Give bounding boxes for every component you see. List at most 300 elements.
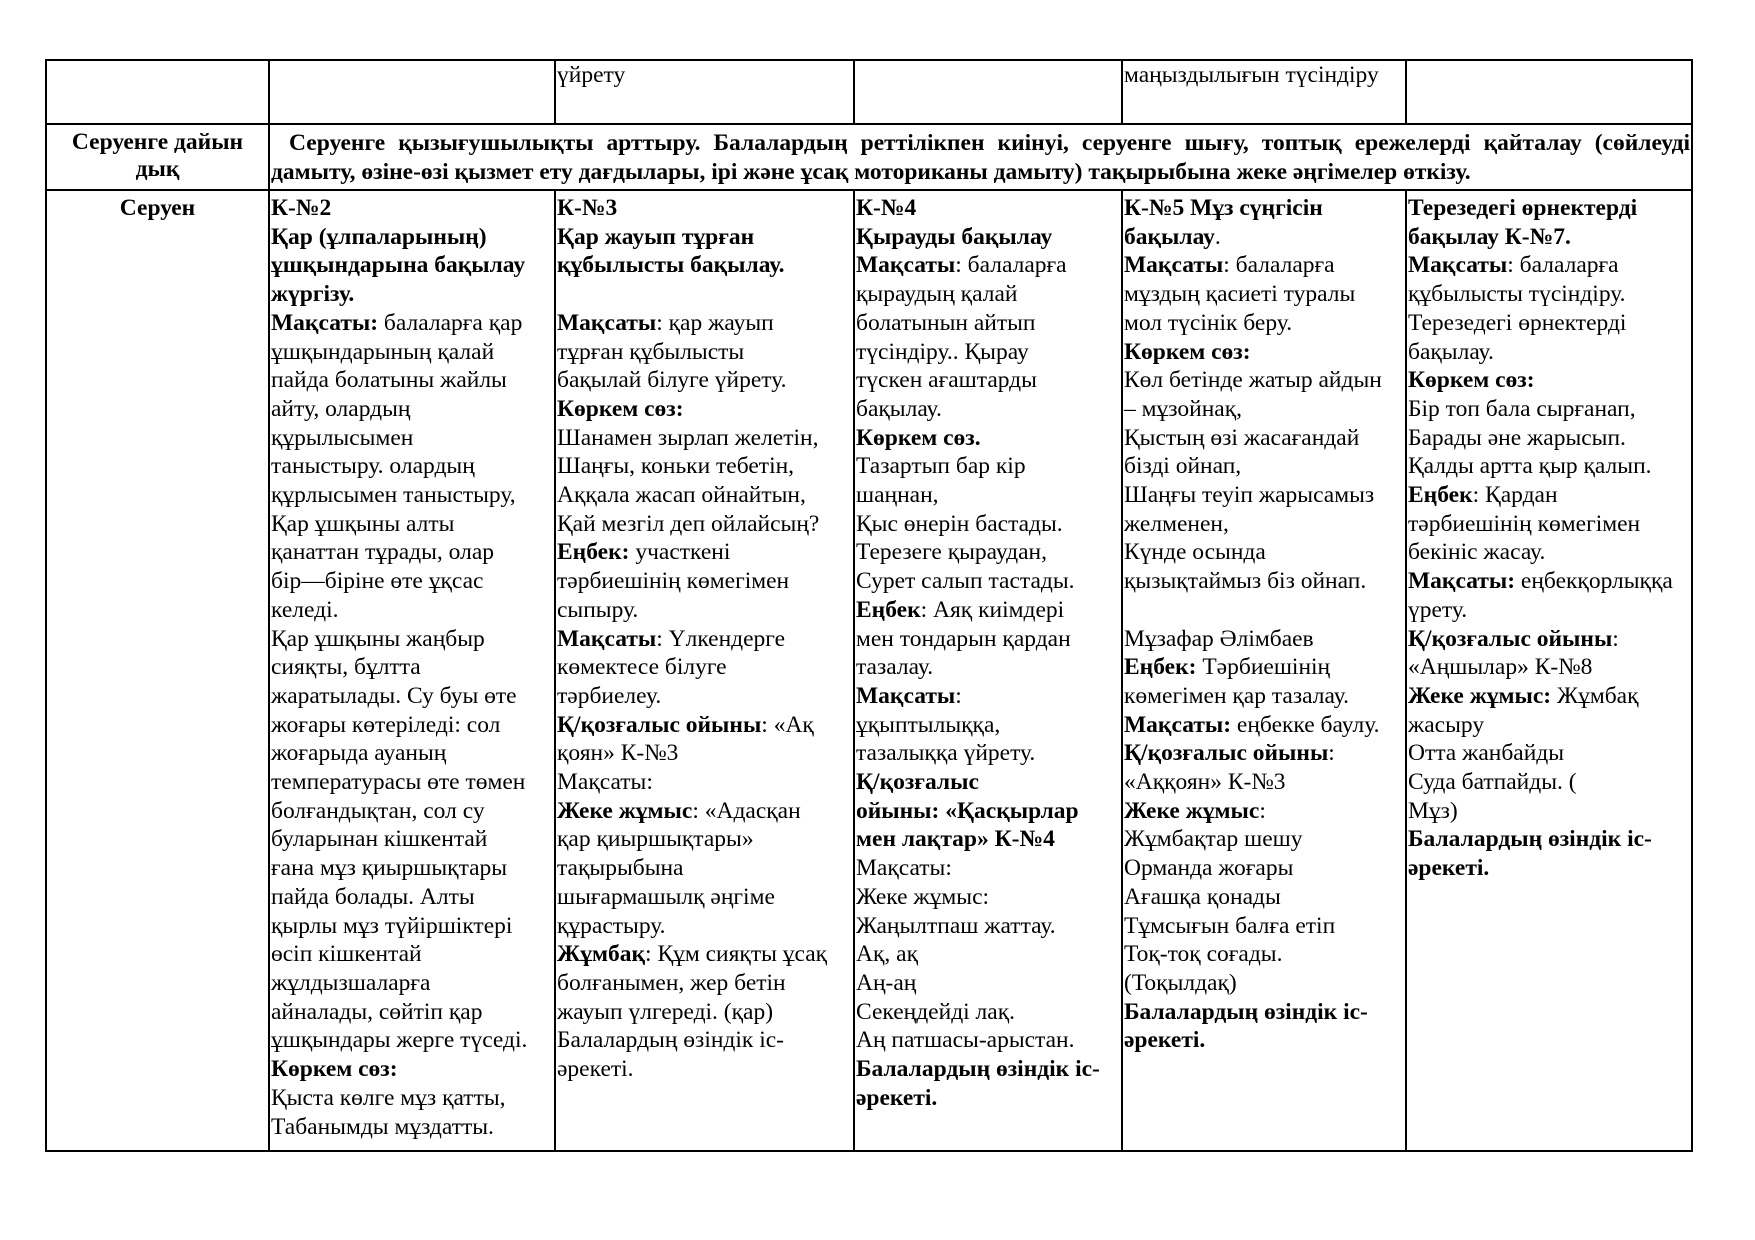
cell-line	[271, 711, 553, 740]
cell-line	[557, 940, 852, 969]
text: Қыстың өзі жасағандай	[1124, 424, 1360, 451]
bold-text: құбылысты бақылау.	[557, 252, 785, 279]
table-row	[46, 124, 1692, 190]
cell-line	[856, 912, 1120, 941]
cell-line	[1124, 1026, 1404, 1055]
bold-text: Мақсаты	[856, 252, 956, 279]
text: Мақсаты:	[856, 855, 952, 882]
text: түскен ағаштарды	[856, 367, 1037, 394]
bold-text: К-№3	[557, 195, 618, 221]
bold-text: Көркем сөз:	[1408, 367, 1535, 394]
text: шығармашылқ әңгіме	[557, 883, 775, 910]
text: пайда болатыны жайлы	[271, 367, 507, 394]
cell-line	[856, 768, 1120, 797]
cell-line	[557, 711, 852, 740]
cell-line	[271, 825, 553, 854]
text: құбылысты түсіндіру.	[1408, 281, 1626, 308]
text: Мұзафар Әлімбаев	[1124, 625, 1314, 652]
text: тақырыбына	[557, 855, 684, 882]
text: : Үлкендерге	[656, 625, 786, 652]
text: – мұзойнақ,	[1124, 395, 1243, 422]
text: : Құм сияқты ұсақ	[645, 941, 828, 968]
table-cell	[854, 60, 1122, 124]
text: : «Адасқан	[692, 797, 801, 824]
cell-line	[271, 424, 553, 453]
cell-line	[1124, 768, 1404, 797]
bold-text: Мақсаты	[557, 625, 657, 652]
cell-line	[1124, 739, 1404, 768]
text: Секеңдейді лақ.	[856, 998, 1016, 1025]
cell-line	[271, 596, 553, 625]
cell-line	[1124, 711, 1404, 740]
text: сыпыру.	[557, 596, 639, 623]
cell-line	[271, 1113, 553, 1142]
cell-line	[1124, 969, 1404, 998]
text: Аң-аң	[856, 969, 917, 996]
text: сияқты, бұлтта	[271, 654, 421, 681]
text: үрету.	[1408, 596, 1468, 623]
cell-line	[856, 481, 1120, 510]
cell-line	[557, 481, 852, 510]
text: қанаттан тұрады, олар	[271, 539, 494, 566]
cell-line	[557, 912, 852, 941]
bold-text: әрекеті.	[856, 1084, 938, 1111]
text: жоғары көтеріледі: сол	[271, 711, 501, 738]
cell-line	[1408, 309, 1690, 338]
bold-text: бақылау К-№7.	[1408, 223, 1571, 250]
cell-line	[271, 883, 553, 912]
text: қыраудың қалай	[856, 281, 1018, 308]
text: Аң патшасы-арыстан.	[856, 1027, 1075, 1054]
cell-line	[1408, 739, 1690, 768]
text: :	[955, 682, 962, 709]
text: жауып үлгереді. (қар)	[557, 998, 774, 1025]
cell-line	[856, 251, 1120, 280]
cell-line	[1408, 682, 1690, 711]
walk-day-cell	[555, 190, 854, 1151]
cell-line	[271, 395, 553, 424]
bold-text: Мақсаты:	[271, 309, 379, 336]
text: Отта жанбайды	[1408, 740, 1565, 767]
cell-line	[1124, 912, 1404, 941]
bold-text: Қырауды бақылау	[856, 223, 1053, 250]
text: .	[1214, 223, 1221, 250]
text: Шаңғы теуіп жарысамыз	[1124, 482, 1375, 509]
cell-line	[856, 682, 1120, 711]
cell-line	[856, 825, 1120, 854]
cell-line	[856, 1084, 1120, 1113]
text: Терезедегі өрнектерді	[1408, 309, 1627, 336]
cell-line	[557, 969, 852, 998]
text: ұшқындарының қалай	[271, 338, 495, 365]
text: Жаңылтпаш жаттау.	[856, 912, 1056, 939]
cell-line	[557, 510, 852, 539]
cell-line	[1124, 309, 1404, 338]
text: бақылау.	[1408, 338, 1494, 365]
cell-line	[1408, 854, 1690, 883]
cell-line	[557, 452, 852, 481]
text: :	[1259, 797, 1266, 824]
cell-line	[557, 424, 852, 453]
cell-line	[271, 510, 553, 539]
cell-line	[1408, 366, 1690, 395]
text: болатынын айтып	[856, 309, 1036, 336]
cell-line	[1124, 251, 1404, 280]
text: Ақ, ақ	[856, 941, 918, 968]
cell-line	[557, 596, 852, 625]
bold-text: Жұмбақ	[557, 941, 646, 968]
cell-line	[557, 682, 852, 711]
cell-line	[1408, 338, 1690, 367]
text: Шаңғы, коньки тебетін,	[557, 453, 795, 480]
bold-text: Қ/қозғалыс ойыны	[557, 711, 762, 738]
row-label-preparation: Серуенге дайын дық	[46, 124, 269, 190]
cell-line	[1408, 481, 1690, 510]
text: Қар ұшқыны жаңбыр	[271, 625, 485, 652]
cell-line	[557, 825, 852, 854]
cell-line	[557, 739, 852, 768]
text: Жұмбақтар шешу	[1124, 826, 1303, 853]
cell-line	[271, 768, 553, 797]
text: : «Ақ	[761, 711, 814, 738]
bold-text: Қ/қозғалыс ойыны	[1408, 625, 1613, 652]
cell-line	[271, 797, 553, 826]
cell-line	[271, 567, 553, 596]
text: бақылау.	[856, 395, 942, 422]
text: Тоқ-тоқ соғады.	[1124, 941, 1283, 968]
cell-line	[1408, 797, 1690, 826]
cell-line	[1124, 424, 1404, 453]
text: : Аяқ киімдері	[920, 596, 1065, 623]
text: бекініс жасау.	[1408, 539, 1546, 566]
cell-line	[271, 854, 553, 883]
text: көмегімен қар тазалау.	[1124, 682, 1350, 709]
text: балаларға қар	[378, 309, 523, 336]
cell-line	[1124, 194, 1404, 223]
cell-line	[557, 1055, 852, 1084]
cell-line	[557, 653, 852, 682]
cell-line	[271, 1055, 553, 1084]
bold-text: жүргізу.	[271, 281, 355, 308]
cell-line	[1124, 625, 1404, 654]
cell-line	[557, 395, 852, 424]
cell-line	[271, 1026, 553, 1055]
bold-text: Қ/қозғалыс ойыны	[1124, 740, 1329, 767]
bold-text: Жеке жұмыс	[557, 797, 693, 824]
cell-line	[1124, 452, 1404, 481]
text: тазалау.	[856, 654, 934, 681]
text: Сурет салып тастады.	[856, 568, 1075, 595]
text: таныстыру. олардың	[271, 453, 475, 480]
cell-line	[271, 481, 553, 510]
cell-line	[856, 538, 1120, 567]
table-cell	[269, 60, 555, 124]
cell-line	[1408, 538, 1690, 567]
cell-line	[271, 969, 553, 998]
cell-line	[856, 280, 1120, 309]
walk-plan-table	[45, 59, 1693, 1152]
bold-text: Қар жауып тұрған	[557, 223, 755, 250]
text: қар қиыршықтары»	[557, 826, 754, 853]
text: қызықтаймыз біз ойнап.	[1124, 568, 1367, 595]
text: жұлдызшаларға	[271, 969, 431, 996]
bold-text: бақылау	[1124, 223, 1215, 250]
text: «Аңшылар» К-№8	[1408, 654, 1593, 681]
text: айту, олардың	[271, 395, 411, 422]
text: желменен,	[1124, 510, 1229, 537]
cell-line	[1408, 711, 1690, 740]
bold-text: ойыны: «Қасқырлар	[856, 797, 1079, 824]
cell-line	[557, 194, 852, 223]
cell-line	[557, 625, 852, 654]
text: Бір топ бала сырғанап,	[1408, 395, 1636, 422]
text: еңбекқорлыққа	[1515, 568, 1673, 595]
cell-line	[1408, 251, 1690, 280]
cell-line	[271, 366, 553, 395]
cell-line	[856, 883, 1120, 912]
text: түсіндіру.. Қырау	[856, 338, 1029, 365]
text: Жұмбақ	[1551, 682, 1639, 709]
cell-line	[271, 538, 553, 567]
text: Қыс өнерін бастады.	[856, 510, 1063, 537]
cell-line	[557, 998, 852, 1027]
bold-text: Терезедегі өрнектерді	[1408, 195, 1638, 221]
text: Қар ұшқыны алты	[271, 510, 455, 537]
text: тәрбиелеу.	[557, 682, 662, 709]
text: «Аққоян» К-№3	[1124, 769, 1286, 796]
cell-line	[1408, 395, 1690, 424]
bold-text: Балалардың өзіндік іс-	[1124, 998, 1368, 1025]
cell-line	[856, 338, 1120, 367]
table-row	[46, 190, 1692, 1151]
text: мұздың қасиеті туралы	[1124, 281, 1356, 308]
cell-line	[1124, 481, 1404, 510]
text: :	[1328, 740, 1335, 767]
row-label-walk: Серуен	[46, 190, 269, 1151]
text: құрастыру.	[557, 912, 666, 939]
cell-line	[271, 998, 553, 1027]
cell-line	[557, 854, 852, 883]
cell-line	[856, 797, 1120, 826]
bold-text: Мақсаты	[557, 309, 657, 336]
text: қоян» К-№3	[557, 740, 679, 767]
text: Қалды артта қыр қалып.	[1408, 453, 1652, 480]
text: Тазартып бар кір	[856, 453, 1026, 480]
cell-line	[1408, 596, 1690, 625]
cell-line	[1124, 366, 1404, 395]
text: Шанамен зырлап желетін,	[557, 424, 819, 451]
cell-line	[557, 538, 852, 567]
cell-line	[271, 653, 553, 682]
bold-text: Қ/қозғалыс	[856, 769, 979, 796]
text: еңбекке баулу.	[1231, 711, 1380, 738]
cell-line	[856, 854, 1120, 883]
text: Қыста көлге мұз қатты,	[271, 1084, 506, 1111]
bold-text: Көркем сөз:	[1124, 338, 1251, 365]
text: : Қардан	[1472, 482, 1558, 509]
cell-line	[557, 223, 852, 252]
cell-line	[856, 1055, 1120, 1084]
cell-line	[1408, 768, 1690, 797]
bold-text: ұшқындарына бақылау	[271, 252, 526, 279]
text: болғанымен, жер бетін	[557, 969, 786, 996]
cell-line	[271, 280, 553, 309]
text: ғана мұз қиыршықтары	[271, 855, 508, 882]
text: ұқыптылыққа,	[856, 711, 1001, 738]
text: Суда батпайды. (	[1408, 769, 1577, 796]
cell-line	[557, 883, 852, 912]
bold-text: Жеке жұмыс	[1124, 797, 1260, 824]
bold-text: Еңбек:	[557, 539, 630, 566]
cell-line	[856, 1026, 1120, 1055]
bold-text: Мақсаты	[856, 682, 956, 709]
table-cell	[1406, 60, 1692, 124]
cell-line	[856, 940, 1120, 969]
cell-line	[271, 309, 553, 338]
cell-line	[271, 940, 553, 969]
cell-line	[856, 366, 1120, 395]
text: мол түсінік беру.	[1124, 309, 1293, 336]
cell-line	[271, 452, 553, 481]
text: Балалардың өзіндік іс-	[557, 1027, 784, 1054]
text: құрлысымен таныстыру,	[271, 482, 516, 509]
cell-line	[1124, 567, 1404, 596]
text: келеді.	[271, 596, 339, 623]
cell-line	[1408, 653, 1690, 682]
bold-text: Мақсаты:	[1124, 711, 1232, 738]
cell-line	[1408, 194, 1690, 223]
walk-day-cell	[1406, 190, 1692, 1151]
cell-line	[557, 280, 852, 309]
bold-text: Мақсаты	[1124, 252, 1224, 279]
cell-line	[1124, 883, 1404, 912]
bold-text: Еңбек:	[1124, 654, 1197, 681]
cell-line	[1124, 940, 1404, 969]
text: Мақсаты:	[557, 769, 653, 796]
text: бақылай білуге үйрету.	[557, 367, 787, 394]
cell-line	[1124, 395, 1404, 424]
cell-line	[557, 797, 852, 826]
text: тәрбиешінің көмегімен	[1408, 510, 1641, 537]
cell-line	[1408, 452, 1690, 481]
bold-text: Көркем сөз:	[271, 1056, 398, 1083]
text: : қар жауып	[656, 309, 774, 336]
cell-line	[1124, 998, 1404, 1027]
text: жоғарыда ауаның	[271, 740, 447, 767]
cell-line	[271, 338, 553, 367]
bold-text: Балалардың өзіндік іс-	[1408, 826, 1652, 853]
bold-text: К-№5 Мұз сүңгісін	[1124, 195, 1323, 221]
bold-text: К-№4	[856, 195, 917, 221]
cell-line	[1124, 682, 1404, 711]
text: буларынан кішкентай	[271, 826, 488, 853]
walk-day-cell	[269, 190, 555, 1151]
text: Жеке жұмыс:	[856, 883, 990, 910]
text: тұрған құбылысты	[557, 338, 745, 365]
bold-text: әрекеті.	[1124, 1027, 1206, 1054]
cell-line	[856, 452, 1120, 481]
text: Аққала жасап ойнайтын,	[557, 482, 806, 509]
cell-line	[856, 424, 1120, 453]
bold-text: Мақсаты:	[1408, 568, 1516, 595]
text: Қай мезгіл деп ойлайсың?	[557, 510, 820, 537]
cell-line	[1124, 854, 1404, 883]
text: көмектесе білуге	[557, 654, 727, 681]
text: ұшқындары жерге түседі.	[271, 1027, 528, 1054]
bold-text: Көркем сөз:	[557, 395, 684, 422]
cell-line	[557, 366, 852, 395]
cell-line	[557, 251, 852, 280]
text: тазалыққа үйрету.	[856, 740, 1036, 767]
text: участкені	[629, 539, 731, 566]
cell-line	[1124, 825, 1404, 854]
cell-line	[271, 682, 553, 711]
cell-line	[1408, 510, 1690, 539]
preparation-text: Серуенге қызығушылықты арттыру. Балалардың реттілікпен киінуі, серуенге шығу, топтық ережелерді қайталау (сөйлеуді дамыту, өзіне-өзі қызмет ету дағдылары, ірі және ұсақ моториканы дамыту) тақырыбына жеке әңгімелер өткізу.	[269, 124, 1692, 190]
cell-line	[856, 596, 1120, 625]
cell-line	[856, 223, 1120, 252]
cell-line	[1408, 825, 1690, 854]
table-cell	[46, 60, 269, 124]
bold-text: Мақсаты	[1408, 252, 1508, 279]
text: бір—біріне өте ұқсас	[271, 568, 484, 595]
text: (Тоқылдақ)	[1124, 969, 1237, 996]
text: мен тондарын қардан	[856, 625, 1071, 652]
cell-line	[1124, 797, 1404, 826]
cell-line	[271, 739, 553, 768]
cell-line	[1408, 424, 1690, 453]
text: Ағашқа қонады	[1124, 883, 1281, 910]
cell-line	[1408, 567, 1690, 596]
cell-line	[1124, 538, 1404, 567]
bold-text: К-№2	[271, 195, 332, 221]
cell-line	[856, 998, 1120, 1027]
cell-line	[1124, 223, 1404, 252]
cell-line	[1124, 338, 1404, 367]
text: айналады, сөйтіп қар	[271, 998, 483, 1025]
cell-line	[856, 567, 1120, 596]
cell-line	[1124, 280, 1404, 309]
cell-line	[1124, 510, 1404, 539]
bold-text: Балалардың өзіндік іс-	[856, 1056, 1100, 1083]
text: Орманда жоғары	[1124, 855, 1294, 882]
cell-line	[271, 194, 553, 223]
cell-line	[1408, 223, 1690, 252]
text: болғандықтан, сол су	[271, 797, 485, 824]
cell-line	[856, 625, 1120, 654]
cell-line	[557, 567, 852, 596]
walk-day-cell	[854, 190, 1122, 1151]
cell-line	[1124, 596, 1404, 625]
text: : балаларға	[1507, 252, 1619, 279]
cell-line	[271, 912, 553, 941]
text: температурасы өте төмен	[271, 769, 526, 796]
cell-line	[271, 223, 553, 252]
cell-line	[557, 768, 852, 797]
text: Барады әне жарысып.	[1408, 424, 1626, 451]
text: Көл бетінде жатыр айдын	[1124, 367, 1382, 394]
text: пайда болады. Алты	[271, 883, 475, 910]
text: өсіп кішкентай	[271, 941, 422, 968]
text: қырлы мұз түйіршіктері	[271, 912, 513, 939]
text: :	[1612, 625, 1619, 652]
text: Табанымды мұздатты.	[271, 1113, 494, 1140]
cell-line	[1408, 625, 1690, 654]
bold-text: Қар (ұлпаларының)	[271, 223, 487, 250]
cell-line	[271, 1084, 553, 1113]
text: : балаларға	[1223, 252, 1335, 279]
table-row	[46, 60, 1692, 124]
